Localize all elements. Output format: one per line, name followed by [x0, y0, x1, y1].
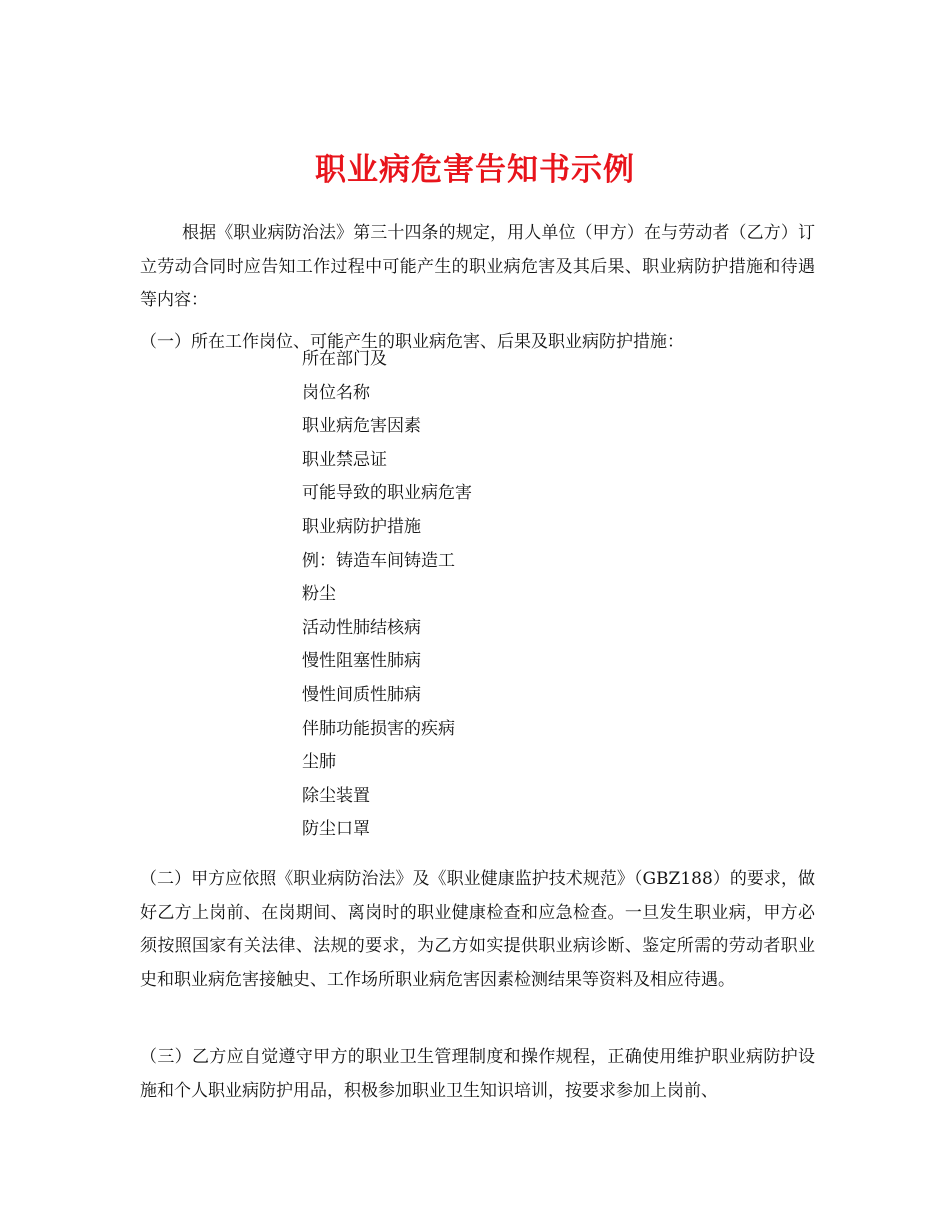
list-item: 例：铸造车间铸造工 — [302, 550, 455, 571]
list-item: 职业病防护措施 — [302, 516, 421, 537]
list-item: 活动性肺结核病 — [302, 617, 421, 638]
list-item: 伴肺功能损害的疾病 — [302, 718, 455, 739]
list-item: 职业禁忌证 — [302, 449, 387, 470]
hazard-list — [302, 343, 472, 847]
list-item: 粉尘 — [302, 584, 336, 605]
intro-paragraph: 根据《职业病防治法》第三十四条的规定，用人单位（甲方）在与劳动者（乙方）订立劳动合同时应告知工作过程中可能产生的职业病危害及其后果、职业病防护措施和待遇等内容： — [140, 223, 815, 311]
list-item: 慢性阻塞性肺病 — [302, 651, 421, 672]
section-1-heading: （一）所在工作岗位、可能产生的职业病危害、后果及职业病防护措施： — [140, 332, 684, 352]
list-item: 尘肺 — [302, 752, 336, 773]
section-2-paragraph: （二）甲方应依照《职业病防治法》及《职业健康监护技术规范》（GBZ188）的要求，做好乙方上岗前、在岗期间、离岗时的职业健康检查和应急检查。一旦发生职业病，甲方必须按照国家有关法律、法规的要求，为乙方如实提供职业病诊断、鉴定所需的劳动者职业史和职业病危害接触史、工作场所职业病危害因素检测结果等资料及相应待遇。 — [140, 869, 815, 990]
list-item: 所在部门及 — [302, 349, 387, 369]
list-item: 岗位名称 — [302, 382, 370, 403]
list-item: 慢性间质性肺病 — [302, 684, 421, 705]
list-item: 可能导致的职业病危害 — [302, 483, 472, 504]
list-item: 防尘口罩 — [302, 819, 370, 840]
list-item: 职业病危害因素 — [302, 416, 421, 437]
list-item: 除尘装置 — [302, 785, 370, 806]
document-title: 职业病危害告知书示例 — [315, 151, 635, 188]
section-3-paragraph: （三）乙方应自觉遵守甲方的职业卫生管理制度和操作规程，正确使用维护职业病防护设施和个人职业病防护用品，积极参加职业卫生知识培训，按要求参加上岗前、 — [140, 1047, 815, 1101]
